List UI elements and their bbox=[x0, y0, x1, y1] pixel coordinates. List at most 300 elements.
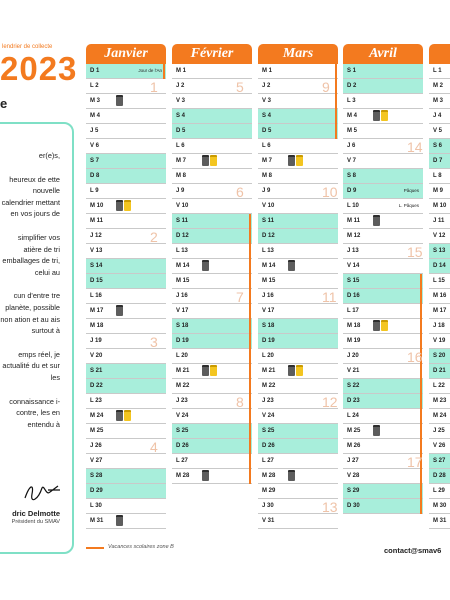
day-row bbox=[172, 424, 252, 439]
day-label: M 28 bbox=[176, 473, 190, 479]
calendar-subtitle: lendrier de collecte bbox=[2, 44, 53, 50]
collection-bins bbox=[116, 95, 123, 106]
day-row bbox=[86, 184, 166, 199]
day-label: J 26 bbox=[90, 443, 102, 449]
handwritten-signature bbox=[22, 480, 62, 504]
letter-paragraph: er(e)s, bbox=[38, 151, 60, 160]
day-row bbox=[258, 274, 338, 289]
day-row bbox=[172, 454, 252, 469]
day-row bbox=[258, 304, 338, 319]
day-row bbox=[258, 244, 338, 259]
day-row bbox=[429, 484, 450, 499]
day-label: D 12 bbox=[176, 233, 189, 239]
collection-bins bbox=[116, 410, 131, 421]
day-label: S 28 bbox=[90, 473, 103, 479]
day-label: S 6 bbox=[433, 143, 443, 149]
day-label: M 22 bbox=[176, 383, 190, 389]
day-row bbox=[172, 379, 252, 394]
day-label: M 31 bbox=[433, 518, 447, 524]
contact-email: contact@smav6 bbox=[384, 546, 442, 555]
collection-bins bbox=[373, 425, 380, 436]
day-row bbox=[258, 424, 338, 439]
day-row bbox=[343, 214, 423, 229]
day-row bbox=[429, 94, 450, 109]
day-label: S 7 bbox=[90, 158, 100, 164]
month-header bbox=[429, 44, 450, 64]
collection-bins bbox=[116, 515, 123, 526]
household-waste-bin-icon bbox=[202, 365, 209, 376]
day-label: D 23 bbox=[347, 398, 360, 404]
day-label: S 15 bbox=[347, 278, 360, 284]
day-label: M 24 bbox=[90, 413, 104, 419]
day-label: M 8 bbox=[262, 173, 273, 179]
day-label: D 9 bbox=[347, 188, 357, 194]
day-label: J 30 bbox=[262, 503, 274, 509]
month-column bbox=[343, 44, 423, 514]
day-label: V 27 bbox=[90, 458, 103, 464]
day-row bbox=[429, 349, 450, 364]
day-row bbox=[172, 154, 252, 169]
day-label: V 5 bbox=[433, 128, 443, 134]
day-row bbox=[172, 244, 252, 259]
day-label: M 25 bbox=[90, 428, 104, 434]
day-row bbox=[172, 124, 252, 139]
day-row bbox=[429, 259, 450, 274]
day-row bbox=[86, 319, 166, 334]
day-label: M 16 bbox=[433, 293, 447, 299]
day-label: D 22 bbox=[90, 383, 103, 389]
day-label: M 11 bbox=[347, 218, 361, 224]
day-label: M 30 bbox=[433, 503, 447, 509]
day-row bbox=[258, 109, 338, 124]
week-number: 14 bbox=[407, 139, 423, 155]
day-row bbox=[172, 139, 252, 154]
collection-bins bbox=[373, 110, 388, 121]
collection-bins bbox=[116, 305, 123, 316]
day-row bbox=[429, 139, 450, 154]
day-row bbox=[258, 514, 338, 529]
day-row bbox=[86, 499, 166, 514]
household-waste-bin-icon bbox=[202, 260, 209, 271]
day-row bbox=[172, 169, 252, 184]
day-row bbox=[86, 139, 166, 154]
day-label: M 3 bbox=[433, 98, 444, 104]
day-label: L 17 bbox=[347, 308, 359, 314]
day-label: D 26 bbox=[176, 443, 189, 449]
day-row bbox=[343, 469, 423, 484]
day-row bbox=[86, 124, 166, 139]
day-row bbox=[172, 109, 252, 124]
day-label: J 11 bbox=[433, 218, 445, 224]
day-row bbox=[86, 379, 166, 394]
day-row bbox=[172, 319, 252, 334]
intro-heading: e bbox=[0, 96, 8, 111]
day-label: V 13 bbox=[90, 248, 103, 254]
day-label: D 2 bbox=[347, 83, 357, 89]
day-label: M 21 bbox=[262, 368, 276, 374]
day-label: V 10 bbox=[176, 203, 189, 209]
day-label: S 4 bbox=[262, 113, 272, 119]
day-label: D 12 bbox=[262, 233, 275, 239]
day-label: M 3 bbox=[90, 98, 101, 104]
day-row bbox=[343, 64, 423, 79]
day-label: V 3 bbox=[176, 98, 186, 104]
day-label: M 7 bbox=[262, 158, 273, 164]
day-label: J 16 bbox=[176, 293, 188, 299]
day-label: M 15 bbox=[262, 278, 276, 284]
day-row bbox=[429, 79, 450, 94]
day-row bbox=[172, 214, 252, 229]
day-label: M 12 bbox=[347, 233, 361, 239]
day-row bbox=[343, 319, 423, 334]
day-label: S 25 bbox=[176, 428, 189, 434]
day-row bbox=[172, 349, 252, 364]
day-label: L 20 bbox=[176, 353, 188, 359]
day-row bbox=[429, 379, 450, 394]
week-number: 15 bbox=[407, 244, 423, 260]
collection-bins bbox=[202, 155, 217, 166]
household-waste-bin-icon bbox=[202, 470, 209, 481]
day-label: V 12 bbox=[433, 233, 446, 239]
week-number: 11 bbox=[322, 289, 337, 305]
day-row bbox=[258, 154, 338, 169]
day-label: S 4 bbox=[176, 113, 186, 119]
day-label: J 4 bbox=[433, 113, 442, 119]
day-label: M 21 bbox=[176, 368, 190, 374]
month-column bbox=[429, 44, 450, 529]
recycling-bin-icon bbox=[381, 320, 388, 331]
day-label: J 9 bbox=[262, 188, 271, 194]
day-label: M 14 bbox=[262, 263, 276, 269]
day-label: S 20 bbox=[433, 353, 446, 359]
day-row bbox=[86, 169, 166, 184]
day-row bbox=[343, 364, 423, 379]
household-waste-bin-icon bbox=[202, 155, 209, 166]
day-row bbox=[172, 229, 252, 244]
day-label: L 13 bbox=[176, 248, 188, 254]
day-row bbox=[172, 469, 252, 484]
day-label: J 12 bbox=[90, 233, 102, 239]
day-label: S 21 bbox=[90, 368, 103, 374]
day-row bbox=[343, 259, 423, 274]
day-label: L 24 bbox=[347, 413, 359, 419]
day-row bbox=[258, 169, 338, 184]
day-label: J 2 bbox=[262, 83, 271, 89]
month-header: Mars bbox=[258, 44, 338, 64]
day-label: L 9 bbox=[90, 188, 99, 194]
day-row bbox=[258, 319, 338, 334]
day-label: J 20 bbox=[347, 353, 359, 359]
letter-paragraph: simplifier vos atière de tri emballages de tri, celui au bbox=[2, 232, 60, 277]
day-row bbox=[258, 484, 338, 499]
day-label: M 2 bbox=[433, 83, 444, 89]
day-label: V 17 bbox=[176, 308, 189, 314]
day-label: L 15 bbox=[433, 278, 445, 284]
collection-bins bbox=[202, 260, 209, 271]
day-row bbox=[429, 499, 450, 514]
day-row bbox=[172, 334, 252, 349]
day-label: M 23 bbox=[433, 398, 447, 404]
day-label: V 31 bbox=[262, 518, 275, 524]
day-row bbox=[86, 289, 166, 304]
day-label: L 13 bbox=[262, 248, 274, 254]
day-row bbox=[343, 169, 423, 184]
day-label: V 6 bbox=[90, 143, 100, 149]
day-label: V 7 bbox=[347, 158, 357, 164]
day-row bbox=[86, 154, 166, 169]
day-row bbox=[86, 424, 166, 439]
day-row bbox=[86, 109, 166, 124]
recycling-bin-icon bbox=[210, 155, 217, 166]
day-row bbox=[429, 64, 450, 79]
week-number: 10 bbox=[322, 184, 338, 200]
day-row bbox=[343, 484, 423, 499]
day-row bbox=[172, 439, 252, 454]
day-label: L 6 bbox=[262, 143, 271, 149]
day-row bbox=[258, 139, 338, 154]
day-row bbox=[343, 124, 423, 139]
day-label: J 25 bbox=[433, 428, 445, 434]
household-waste-bin-icon bbox=[373, 110, 380, 121]
day-row bbox=[172, 364, 252, 379]
collection-bins bbox=[373, 215, 380, 226]
household-waste-bin-icon bbox=[288, 155, 295, 166]
day-label: M 22 bbox=[262, 383, 276, 389]
day-row bbox=[343, 289, 423, 304]
day-row bbox=[343, 334, 423, 349]
holiday-note: L. Pâques bbox=[398, 203, 419, 208]
day-row bbox=[343, 154, 423, 169]
day-row bbox=[429, 199, 450, 214]
day-label: S 18 bbox=[176, 323, 189, 329]
week-number: 9 bbox=[322, 79, 330, 95]
day-label: D 5 bbox=[262, 128, 272, 134]
week-number: 16 bbox=[407, 349, 423, 365]
day-label: V 26 bbox=[433, 443, 446, 449]
recycling-bin-icon bbox=[124, 410, 131, 421]
day-label: M 11 bbox=[90, 218, 104, 224]
day-label: S 27 bbox=[433, 458, 446, 464]
day-row bbox=[86, 94, 166, 109]
president-letter bbox=[0, 150, 60, 442]
day-row bbox=[429, 424, 450, 439]
day-row bbox=[86, 514, 166, 529]
day-row bbox=[172, 274, 252, 289]
day-label: M 18 bbox=[347, 323, 361, 329]
day-label: V 19 bbox=[433, 338, 446, 344]
day-row bbox=[258, 214, 338, 229]
day-row bbox=[429, 169, 450, 184]
day-label: L 6 bbox=[176, 143, 185, 149]
holiday-note: Jour de l'An bbox=[138, 68, 162, 73]
day-row bbox=[429, 289, 450, 304]
day-row bbox=[258, 94, 338, 109]
day-row bbox=[429, 229, 450, 244]
day-row bbox=[86, 244, 166, 259]
letter-paragraph: heureux de ette nouvelle calendrier mettant en vos jours de bbox=[1, 174, 60, 219]
day-label: V 17 bbox=[262, 308, 275, 314]
day-row bbox=[343, 184, 423, 199]
day-row bbox=[258, 259, 338, 274]
day-row bbox=[86, 199, 166, 214]
month-header: Janvier bbox=[86, 44, 166, 64]
household-waste-bin-icon bbox=[116, 200, 123, 211]
day-label: S 18 bbox=[262, 323, 275, 329]
day-row bbox=[343, 499, 423, 514]
day-row bbox=[172, 94, 252, 109]
day-label: M 19 bbox=[347, 338, 361, 344]
vacation-legend-swatch bbox=[86, 547, 104, 549]
day-label: D 19 bbox=[176, 338, 189, 344]
day-label: M 28 bbox=[262, 473, 276, 479]
day-label: V 14 bbox=[347, 263, 360, 269]
letter-paragraph: emps réel, je actualité du et sur les bbox=[2, 349, 60, 382]
day-row bbox=[258, 349, 338, 364]
day-label: M 9 bbox=[433, 188, 444, 194]
day-label: M 17 bbox=[90, 308, 104, 314]
day-row bbox=[429, 409, 450, 424]
day-label: M 25 bbox=[347, 428, 361, 434]
day-row bbox=[86, 409, 166, 424]
month-column bbox=[172, 44, 252, 484]
day-row bbox=[172, 259, 252, 274]
day-row bbox=[343, 424, 423, 439]
household-waste-bin-icon bbox=[288, 260, 295, 271]
day-label: D 14 bbox=[433, 263, 446, 269]
week-number: 17 bbox=[407, 454, 423, 470]
day-row bbox=[258, 199, 338, 214]
week-number: 6 bbox=[236, 184, 244, 200]
day-row bbox=[343, 229, 423, 244]
day-label: V 3 bbox=[262, 98, 272, 104]
day-row bbox=[429, 244, 450, 259]
day-label: S 13 bbox=[433, 248, 446, 254]
day-row bbox=[172, 199, 252, 214]
day-label: L 27 bbox=[176, 458, 188, 464]
day-row bbox=[429, 394, 450, 409]
school-vacation-bar bbox=[335, 64, 338, 139]
day-label: D 7 bbox=[433, 158, 443, 164]
calendar-year: 2023 bbox=[0, 50, 78, 87]
day-label: J 16 bbox=[262, 293, 274, 299]
vacation-legend-label: Vacances scolaires zone B bbox=[108, 544, 174, 550]
day-row bbox=[86, 454, 166, 469]
household-waste-bin-icon bbox=[373, 425, 380, 436]
day-label: J 6 bbox=[347, 143, 356, 149]
household-waste-bin-icon bbox=[116, 305, 123, 316]
day-row bbox=[343, 379, 423, 394]
household-waste-bin-icon bbox=[288, 470, 295, 481]
week-number: 12 bbox=[322, 394, 338, 410]
day-label: D 1 bbox=[90, 68, 100, 74]
day-label: V 28 bbox=[347, 473, 360, 479]
collection-bins bbox=[288, 260, 295, 271]
day-label: V 21 bbox=[347, 368, 360, 374]
day-label: V 10 bbox=[262, 203, 275, 209]
day-row bbox=[86, 259, 166, 274]
day-label: J 9 bbox=[176, 188, 185, 194]
day-label: L 20 bbox=[262, 353, 274, 359]
month-column bbox=[258, 44, 338, 529]
week-number: 8 bbox=[236, 394, 244, 410]
day-label: D 8 bbox=[90, 173, 100, 179]
day-label: L 23 bbox=[90, 398, 102, 404]
day-row bbox=[343, 409, 423, 424]
day-label: J 19 bbox=[90, 338, 102, 344]
day-row bbox=[258, 124, 338, 139]
week-number: 2 bbox=[150, 229, 158, 245]
day-row bbox=[429, 214, 450, 229]
collection-bins bbox=[373, 320, 388, 331]
day-label: M 29 bbox=[262, 488, 276, 494]
day-label: J 18 bbox=[433, 323, 445, 329]
day-row bbox=[429, 514, 450, 529]
school-vacation-bar bbox=[420, 274, 423, 514]
month-column bbox=[86, 44, 166, 529]
day-label: V 20 bbox=[90, 353, 103, 359]
day-row bbox=[343, 274, 423, 289]
intro-panel bbox=[0, 0, 82, 600]
day-row bbox=[429, 304, 450, 319]
day-row bbox=[86, 469, 166, 484]
household-waste-bin-icon bbox=[373, 215, 380, 226]
week-number: 7 bbox=[236, 289, 244, 305]
day-label: S 11 bbox=[262, 218, 275, 224]
day-row bbox=[343, 109, 423, 124]
recycling-bin-icon bbox=[296, 155, 303, 166]
day-label: D 15 bbox=[90, 278, 103, 284]
day-row bbox=[429, 274, 450, 289]
day-label: M 8 bbox=[176, 173, 187, 179]
day-label: J 13 bbox=[347, 248, 359, 254]
collection-bins bbox=[288, 470, 295, 481]
collection-bins bbox=[288, 365, 303, 376]
day-label: M 15 bbox=[176, 278, 190, 284]
day-row bbox=[86, 364, 166, 379]
day-row bbox=[258, 439, 338, 454]
day-label: D 26 bbox=[262, 443, 275, 449]
day-label: M 1 bbox=[262, 68, 273, 74]
day-label: J 5 bbox=[90, 128, 99, 134]
day-label: S 29 bbox=[347, 488, 360, 494]
day-label: L 27 bbox=[262, 458, 274, 464]
school-vacation-bar bbox=[249, 214, 252, 484]
recycling-bin-icon bbox=[124, 200, 131, 211]
day-label: L 3 bbox=[347, 98, 356, 104]
week-number: 3 bbox=[150, 334, 158, 350]
day-row bbox=[429, 439, 450, 454]
day-label: S 11 bbox=[176, 218, 189, 224]
day-label: L 16 bbox=[90, 293, 102, 299]
day-row bbox=[343, 304, 423, 319]
day-row bbox=[86, 394, 166, 409]
day-label: M 4 bbox=[90, 113, 101, 119]
day-row bbox=[172, 409, 252, 424]
day-label: M 5 bbox=[347, 128, 358, 134]
holiday-note: Pâques bbox=[403, 188, 419, 193]
day-row bbox=[258, 409, 338, 424]
day-label: D 30 bbox=[347, 503, 360, 509]
day-label: D 16 bbox=[347, 293, 360, 299]
day-row bbox=[429, 124, 450, 139]
day-row bbox=[429, 364, 450, 379]
day-label: S 14 bbox=[90, 263, 103, 269]
day-label: S 8 bbox=[347, 173, 357, 179]
month-header: Avril bbox=[343, 44, 423, 64]
day-label: D 5 bbox=[176, 128, 186, 134]
signatory-name: dric Delmotte bbox=[12, 509, 60, 518]
day-label: J 23 bbox=[176, 398, 188, 404]
